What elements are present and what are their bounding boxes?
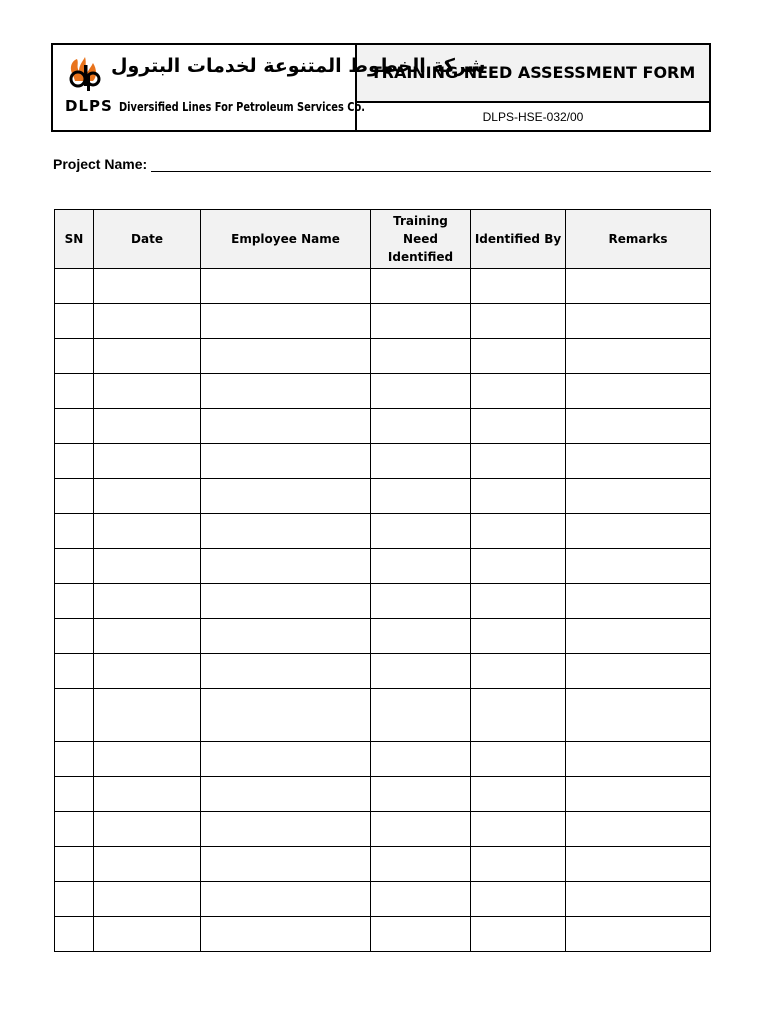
cell-date[interactable]	[94, 917, 201, 952]
column-header-identified-by: Identified By	[471, 210, 566, 269]
cell-training-need[interactable]	[371, 514, 471, 549]
cell-training-need[interactable]	[371, 584, 471, 619]
cell-training-need[interactable]	[371, 742, 471, 777]
cell-identified-by[interactable]	[471, 269, 566, 304]
cell-employee-name[interactable]	[201, 847, 371, 882]
table-header-row	[55, 210, 711, 269]
cell-sn[interactable]	[55, 479, 94, 514]
project-name-row	[53, 156, 711, 172]
cell-identified-by[interactable]	[471, 917, 566, 952]
column-header-sn: SN	[55, 210, 94, 269]
cell-identified-by[interactable]	[471, 479, 566, 514]
dlps-logo-icon	[67, 53, 103, 93]
column-header-training-need	[371, 210, 471, 269]
cell-employee-name[interactable]	[201, 777, 371, 812]
cell-date[interactable]	[94, 619, 201, 654]
cell-employee-name[interactable]	[201, 584, 371, 619]
cell-date[interactable]	[94, 654, 201, 689]
table-row	[55, 689, 711, 742]
cell-identified-by[interactable]	[471, 812, 566, 847]
cell-remarks[interactable]	[566, 514, 711, 549]
cell-remarks[interactable]	[566, 374, 711, 409]
cell-training-need[interactable]	[371, 374, 471, 409]
table-row	[55, 917, 711, 952]
cell-date[interactable]	[94, 269, 201, 304]
cell-sn[interactable]	[55, 619, 94, 654]
logo-english-text	[65, 97, 419, 115]
cell-sn[interactable]	[55, 654, 94, 689]
cell-date[interactable]	[94, 549, 201, 584]
cell-training-need[interactable]	[371, 619, 471, 654]
cell-identified-by[interactable]	[471, 514, 566, 549]
cell-identified-by[interactable]	[471, 374, 566, 409]
cell-remarks[interactable]	[566, 584, 711, 619]
cell-identified-by[interactable]	[471, 304, 566, 339]
cell-sn[interactable]	[55, 689, 94, 742]
form-header	[51, 43, 711, 132]
cell-date[interactable]	[94, 847, 201, 882]
training-need-header-text: Training Need Identified	[387, 214, 454, 264]
table-row	[55, 847, 711, 882]
logo-company-name: Diversified Lines For Petroleum Services Co.	[118, 100, 365, 114]
column-header-employee-name: Employee Name	[201, 210, 371, 269]
project-name-label: Project Name:	[53, 156, 148, 172]
cell-sn[interactable]	[55, 584, 94, 619]
cell-identified-by[interactable]	[471, 847, 566, 882]
cell-identified-by[interactable]	[471, 742, 566, 777]
cell-date[interactable]	[94, 444, 201, 479]
cell-employee-name[interactable]	[201, 304, 371, 339]
logo-arabic-text: شركة الخطوط المتنوعة لخدمات البترول	[111, 55, 486, 77]
cell-identified-by[interactable]	[471, 444, 566, 479]
cell-remarks[interactable]	[566, 812, 711, 847]
cell-employee-name[interactable]	[201, 654, 371, 689]
cell-remarks[interactable]	[566, 479, 711, 514]
cell-date[interactable]	[94, 882, 201, 917]
cell-sn[interactable]	[55, 514, 94, 549]
cell-sn[interactable]	[55, 304, 94, 339]
cell-sn[interactable]	[55, 444, 94, 479]
table-row	[55, 742, 711, 777]
cell-remarks[interactable]	[566, 777, 711, 812]
cell-remarks[interactable]	[566, 847, 711, 882]
table-row	[55, 584, 711, 619]
table-row	[55, 549, 711, 584]
cell-date[interactable]	[94, 479, 201, 514]
table-row	[55, 619, 711, 654]
cell-employee-name[interactable]	[201, 742, 371, 777]
cell-date[interactable]	[94, 409, 201, 444]
cell-training-need[interactable]	[371, 339, 471, 374]
table-row	[55, 514, 711, 549]
cell-training-need[interactable]	[371, 549, 471, 584]
cell-identified-by[interactable]	[471, 584, 566, 619]
cell-remarks[interactable]	[566, 444, 711, 479]
cell-date[interactable]	[94, 514, 201, 549]
cell-remarks[interactable]	[566, 549, 711, 584]
table-row	[55, 409, 711, 444]
column-header-date: Date	[94, 210, 201, 269]
table-row	[55, 882, 711, 917]
cell-sn[interactable]	[55, 409, 94, 444]
cell-identified-by[interactable]	[471, 882, 566, 917]
cell-date[interactable]	[94, 689, 201, 742]
cell-identified-by[interactable]	[471, 654, 566, 689]
cell-training-need[interactable]	[371, 444, 471, 479]
form-title: TRAINING NEED ASSESSMENT FORM	[357, 45, 709, 103]
cell-employee-name[interactable]	[201, 269, 371, 304]
cell-identified-by[interactable]	[471, 777, 566, 812]
cell-remarks[interactable]	[566, 689, 711, 742]
cell-sn[interactable]	[55, 847, 94, 882]
table-row	[55, 304, 711, 339]
cell-remarks[interactable]	[566, 742, 711, 777]
cell-training-need[interactable]	[371, 812, 471, 847]
document-code: DLPS-HSE-032/00	[482, 109, 584, 124]
cell-date[interactable]	[94, 304, 201, 339]
cell-remarks[interactable]	[566, 917, 711, 952]
table-row	[55, 777, 711, 812]
cell-employee-name[interactable]	[201, 479, 371, 514]
cell-training-need[interactable]	[371, 479, 471, 514]
cell-date[interactable]	[94, 777, 201, 812]
cell-employee-name[interactable]	[201, 374, 371, 409]
project-name-field[interactable]	[151, 157, 711, 172]
cell-remarks[interactable]	[566, 654, 711, 689]
table-row	[55, 269, 711, 304]
cell-remarks[interactable]	[566, 304, 711, 339]
cell-identified-by[interactable]	[471, 689, 566, 742]
cell-sn[interactable]	[55, 917, 94, 952]
cell-remarks[interactable]	[566, 339, 711, 374]
cell-employee-name[interactable]	[201, 444, 371, 479]
cell-training-need[interactable]	[371, 847, 471, 882]
cell-employee-name[interactable]	[201, 619, 371, 654]
cell-employee-name[interactable]	[201, 882, 371, 917]
cell-training-need[interactable]	[371, 882, 471, 917]
column-header-remarks: Remarks	[566, 210, 711, 269]
cell-identified-by[interactable]	[471, 409, 566, 444]
cell-remarks[interactable]	[566, 882, 711, 917]
cell-employee-name[interactable]	[201, 549, 371, 584]
cell-sn[interactable]	[55, 742, 94, 777]
cell-training-need[interactable]	[371, 654, 471, 689]
cell-remarks[interactable]	[566, 269, 711, 304]
cell-remarks[interactable]	[566, 619, 711, 654]
cell-sn[interactable]	[55, 549, 94, 584]
cell-sn[interactable]	[55, 812, 94, 847]
table-row	[55, 654, 711, 689]
cell-sn[interactable]	[55, 339, 94, 374]
logo-abbreviation: DLPS	[65, 97, 113, 115]
cell-sn[interactable]	[55, 777, 94, 812]
cell-employee-name[interactable]	[201, 812, 371, 847]
cell-date[interactable]	[94, 742, 201, 777]
cell-training-need[interactable]	[371, 409, 471, 444]
cell-employee-name[interactable]	[201, 339, 371, 374]
cell-training-need[interactable]	[371, 689, 471, 742]
company-logo	[53, 45, 486, 130]
cell-employee-name[interactable]	[201, 514, 371, 549]
cell-date[interactable]	[94, 584, 201, 619]
cell-training-need[interactable]	[371, 269, 471, 304]
table-row	[55, 812, 711, 847]
cell-remarks[interactable]	[566, 409, 711, 444]
training-table	[54, 209, 711, 952]
cell-sn[interactable]	[55, 269, 94, 304]
table-row	[55, 374, 711, 409]
cell-identified-by[interactable]	[471, 619, 566, 654]
cell-employee-name[interactable]	[201, 409, 371, 444]
cell-training-need[interactable]	[371, 304, 471, 339]
cell-sn[interactable]	[55, 882, 94, 917]
cell-date[interactable]	[94, 812, 201, 847]
cell-employee-name[interactable]	[201, 689, 371, 742]
cell-identified-by[interactable]	[471, 549, 566, 584]
cell-training-need[interactable]	[371, 917, 471, 952]
cell-date[interactable]	[94, 339, 201, 374]
cell-sn[interactable]	[55, 374, 94, 409]
cell-date[interactable]	[94, 374, 201, 409]
cell-training-need[interactable]	[371, 777, 471, 812]
cell-employee-name[interactable]	[201, 917, 371, 952]
cell-identified-by[interactable]	[471, 339, 566, 374]
table-row	[55, 444, 711, 479]
table-body	[55, 269, 711, 952]
table-row	[55, 339, 711, 374]
table-row	[55, 479, 711, 514]
